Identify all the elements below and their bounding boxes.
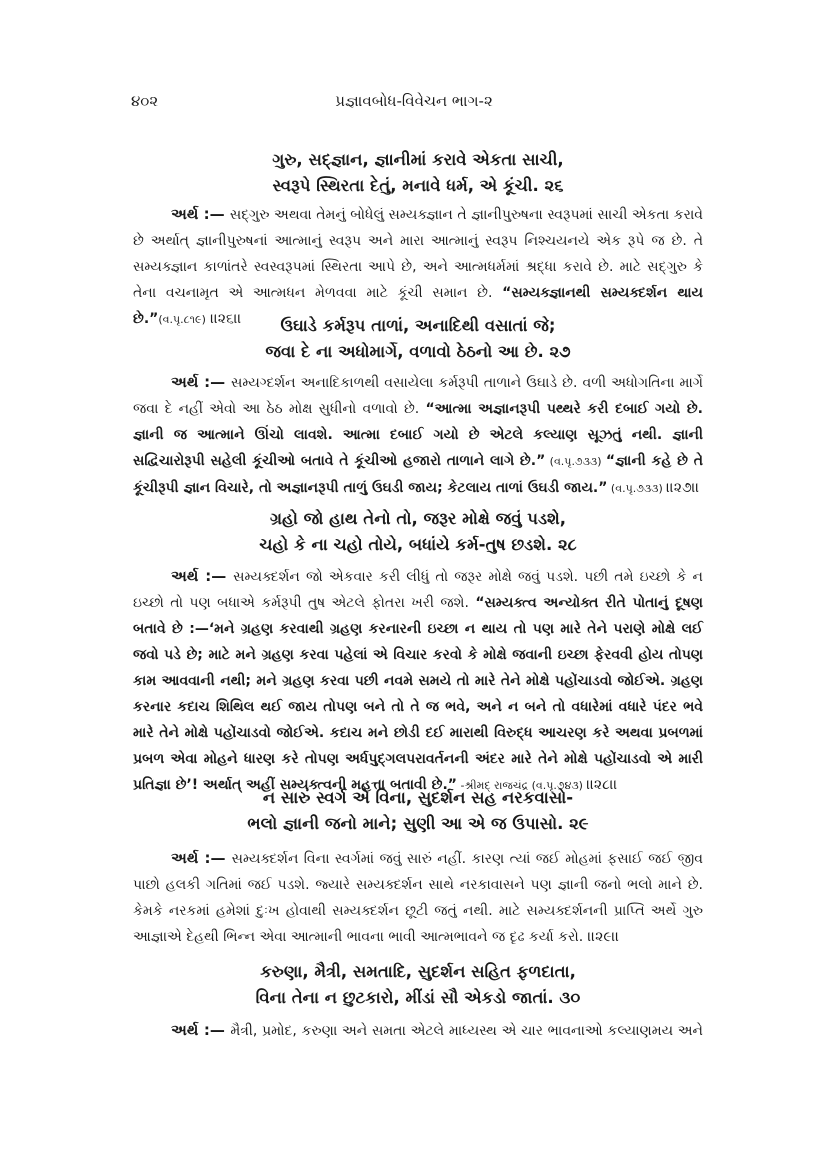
verse-line: ચહો કે ના ચહો તોયે, બધાંયે કર્મ-તુષ છડશે. ૨૮ [259,535,577,554]
running-title: પ્રજ્ઞાવબોધ-વિવેચન ભાગ-૨ [335,92,493,110]
page-number: ૪૦૨ [131,92,159,110]
explanation-text: સદ્ગુરુ અથવા તેમનું બોધેલું સમ્યક્જ્ઞાન તે જ્ઞાનીપુરુષના સ્વરૂપમાં સાચી એકતા કરાવે છે અર્થાત્ જ્ઞાનીપુરુષનાં આત્માનું સ્વરૂપ અને મારા આત્માનું સ્વરૂપ નિશ્ચયનયે એક રૂપે જ છે. તે સમ્યક્જ્ઞાન કાળાંતરે સ્વસ્વરૂપમાં સ્થિરતા આપે છે, અને આત્મધર્મમાં શ્રદ્ધા કરાવે છે. માટે સદ્ગુરુ કે તેના વચનામૃત એ આત્મધન મેળવવા માટે કૂંચી સમાન છે. [133,207,703,301]
verse-line: ગુરુ, સદ્જ્ઞાન, જ્ઞાનીમાં કરાવે એકતા સાચી, [272,150,564,169]
meaning-label: અર્થ :— [171,205,230,223]
verse-line: વિના તેના ન છુટકારો, મીંડાં સૌ એકડો જાતાં. ૩૦ [255,988,581,1007]
verse-28 [133,506,703,558]
verse-line: કરુણા, મૈત્રી, સમતાદિ, સુદર્શન સહિત ફળદાતા, [260,962,576,981]
explanation-30 [133,1017,703,1044]
explanation-text: ।।૨૬।। [205,311,242,327]
meaning-label: અર્થ :— [171,1021,231,1039]
meaning-label: અર્થ :— [171,373,231,391]
meaning-label: અર્થ :— [171,849,232,867]
verse-30 [133,959,703,1011]
verse-line: જવા દે ના અધોમાર્ગે, વળાવો ઠેઠનો આ છે. ૨૭ [265,342,571,361]
citation-reference: -શ્રીમદ્ રાજચંદ્ર (વ.પૃ.૭૪૩) [457,779,587,792]
verse-line: ન સારું સ્વર્ગ એ વિના, સુદર્શન સહ નરકવાસો- [262,788,574,807]
verse-29 [133,785,703,837]
explanation-text: સમ્યક્દર્શન જો એકવાર કરી લીધું તો જરૂર મોક્ષે જવું પડશે. પછી તમે ઇચ્છો કે ન ઇચ્છો તો પણ બધાએ કર્મરૂપી તુષ એટલે ફોતરા ખરી જશે. [133,569,703,611]
citation-reference: (વ.પૃ.૭૩૩) [607,482,667,495]
meaning-label: અર્થ :— [171,567,234,585]
verse-27 [133,313,703,365]
quotation-text: “સમ્યક્ત્વ અન્યોક્ત રીતે પોતાનું દૂષણ બતાવે છે :—‘મને ગ્રહણ કરવાથી ગ્રહણ કરનારની ઇચ્છા ન થાય તો પણ મારે તેને પરાણે મોક્ષે લઈ જવો પડે છે; માટે મને ગ્રહણ કરવા પહેલાં એ વિચાર કરવો કે મોક્ષે જવાની ઇચ્છા ફેરવવી હોય તોપણ કામ આવવાની નથી; મને ગ્રહણ કરવા પછી નવમે સમયે તો મારે તેને મોક્ષે પહોંચાડવો જોઈએ. ગ્રહણ કરનાર કદાચ શિથિલ થઈ જાય તોપણ બને તો તે જ ભવે, અને ન બને તો વધારેમાં વધારે પંદર ભવે મારે તેને મોક્ષે પહોંચાડવો જોઈએ. કદાચ મને છોડી દઈ મારાથી વિરુદ્ધ આચરણ કરે અથવા પ્રબળમાં પ્રબળ એવા મોહને ધારણ કરે તોપણ અર્ધપુદ્ગલપરાવર્તનની અંદર મારે તેને મોક્ષે પહોંચાડવો એ મારી પ્રતિજ્ઞા છે’! અર્થાત્ અહીં સમ્યક્ત્વની મહત્તા બતાવી છે.” [133,595,703,793]
citation-reference: (વ.પૃ.૭૩૩) [545,455,606,468]
explanation-text: સમ્યક્દર્શન વિના સ્વર્ગમાં જવું સારું નહીં. કારણ ત્યાં જઈ મોહમાં ફસાઈ જઈ જીવ પાછો હલકી ગતિમાં જઈ પડશે. જ્યારે સમ્યક્દર્શન સાથે નરકાવાસને પણ જ્ઞાની જનો ભલો માને છે. કેમકે નરકમાં હમેશાં દુઃખ હોવાથી સમ્યક્દર્શન છૂટી જતું નથી. માટે સમ્યક્દર્શનની પ્રાપ્તિ અર્થે ગુરુ આજ્ઞાએ દેહથી ભિન્ન એવા આત્માની ભાવના ભાવી આત્મભાવને જ દૃઢ કર્યા કરો. ।।૨૯।। [133,851,704,945]
explanation-text: ।।૨૮।। [586,777,618,793]
verse-26 [133,147,703,199]
quotation-text: “સમ્યક્જ્ઞાનથી સમ્યક્દર્શન થાય છે.” [133,285,703,327]
citation-reference: (વ.પૃ.૮૧૯) [158,313,206,326]
verse-line: સ્વરૂપે સ્થિરતા દેતું, મનાવે ધર્મ, એ કૂંચી. ૨૬ [272,176,564,195]
explanation-text: સમ્યગ્દર્શન અનાદિકાળથી વસાયેલા કર્મરૂપી તાળાને ઉઘાડે છે. વળી અધોગતિના માર્ગે જવા દે નહીં એવો આ ઠેઠ મોક્ષ સુધીનો વળાવો છે. [133,375,703,417]
explanation-text: ।।૨૭।। [666,480,700,496]
explanation-text: મૈત્રી, પ્રમોદ, કરુણા અને સમતા એટલે માધ્યસ્થ એ ચાર ભાવનાઓ કલ્યાણમય અને [230,1023,703,1039]
quotation-text: “જ્ઞાની કહે છે તે કૂંચીરૂપી જ્ઞાન વિચારે, તો અજ્ઞાનરૂપી તાળું ઉઘડી જાય; કેટલાય તાળાં ઉઘડી જાય.” [133,453,703,496]
explanation-27 [133,369,703,502]
verse-line: ઉઘાડે કર્મરૂપ તાળાં, અનાદિથી વસાતાં જે; [280,316,556,335]
verse-line: ભલો જ્ઞાની જનો માને; સુણી આ એ જ ઉપાસો. ૨૯ [247,814,589,833]
explanation-28 [133,563,703,799]
explanation-29 [133,845,703,950]
verse-line: ગ્રહો જો હાથ તેનો તો, જરૂર મોક્ષે જવું પડશે, [269,509,567,528]
quotation-text: “આત્મા અજ્ઞાનરૂપી પથ્થરે કરી દબાઈ ગયો છે. જ્ઞાની જ આત્માને ઊંચો લાવશે. આત્મા દબાઈ ગયો છે એટલે કલ્યાણ સૂઝતું નથી. જ્ઞાની સદ્વિચારોરૂપી સહેલી કૂંચીઓ બતાવે તે કૂંચીઓ હજારો તાળાને લાગે છે.” [133,401,704,469]
